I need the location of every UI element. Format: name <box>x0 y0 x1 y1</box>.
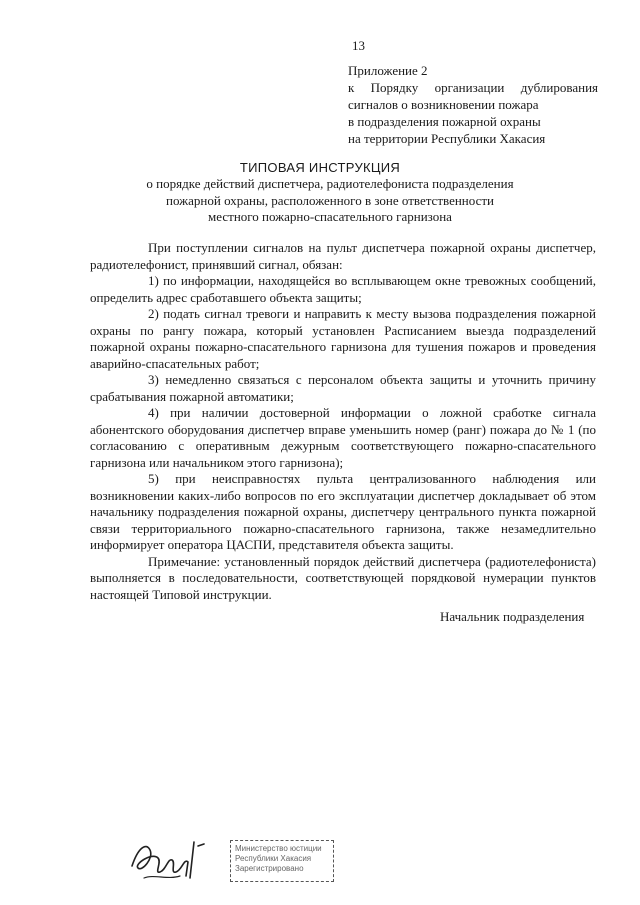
paragraph-item-4: 4) при наличии достоверной информации о ложной сработке сигнала абонентского оборудования диспетчер вправе уменьшить номер (ранг) пожара до № 1 (по согласованию с оперативным дежурным соответствующего пожарно-спасательного гарнизона или начальником этого гарнизона); <box>90 405 596 470</box>
paragraph-note: Примечание: установленный порядок действий диспетчера (радиотелефониста) выполняется в последовательности, соответствующей порядковой нумерации пунктов настоящей Типовой инструкции. <box>90 553 596 602</box>
appendix-line: в подразделения пожарной охраны <box>348 114 541 129</box>
document-body <box>90 240 596 603</box>
paragraph-intro: При поступлении сигналов на пульт диспетчера пожарной охраны диспетчер, радиотелефонист, принявший сигнал, обязан: <box>90 240 596 272</box>
paragraph-item-5: 5) при неисправностях пульта централизованного наблюдения или возникновении каких-либо вопросов по его эксплуатации диспетчер докладывает об этом начальнику подразделения пожарной охраны, диспетчеру центрального пункта пожарной связи территориального пожарно-спасательного гарнизона, также незамедлительно информирует оператора ЦАСПИ, представителя объекта защиты. <box>90 471 596 552</box>
registration-stamp <box>230 840 334 882</box>
appendix-line: к Порядку организации дублирования <box>348 80 598 95</box>
paragraph-item-2: 2) подать сигнал тревоги и направить к месту вызова подразделения пожарной охраны по рангу пожара, который установлен Расписанием выезда подразделений пожарной охраны пожарно-спасательного гарнизона для тушения пожаров и проведения аварийно-спасательных работ; <box>90 306 596 371</box>
appendix-line: Приложение 2 <box>348 63 428 78</box>
page-number: 13 <box>352 38 365 53</box>
subtitle-line: пожарной охраны, расположенного в зоне ответственности <box>166 192 494 208</box>
document-subtitle <box>80 176 580 226</box>
appendix-line: сигналов о возникновении пожара <box>348 97 539 112</box>
appendix-block <box>348 62 598 147</box>
paragraph-item-1: 1) по информации, находящейся во всплывающем окне тревожных сообщений, определить адрес сработавшего объекта защиты; <box>90 273 596 305</box>
stamp-line: Зарегистрировано <box>235 864 304 873</box>
document-title: ТИПОВАЯ ИНСТРУКЦИЯ <box>239 160 401 175</box>
handwritten-signature <box>124 828 214 888</box>
paragraph-item-3: 3) немедленно связаться с персоналом объекта защиты и уточнить причину срабатывания пожарной автоматики; <box>90 372 596 404</box>
subtitle-line: местного пожарно-спасательного гарнизона <box>208 209 452 224</box>
appendix-line: на территории Республики Хакасия <box>348 131 546 146</box>
signature-title: Начальник подразделения <box>440 609 585 624</box>
subtitle-line: о порядке действий диспетчера, радиотелефониста подразделения <box>146 176 514 191</box>
stamp-line: Республики Хакасия <box>235 854 312 863</box>
stamp-line: Министерство юстиции <box>235 844 322 853</box>
